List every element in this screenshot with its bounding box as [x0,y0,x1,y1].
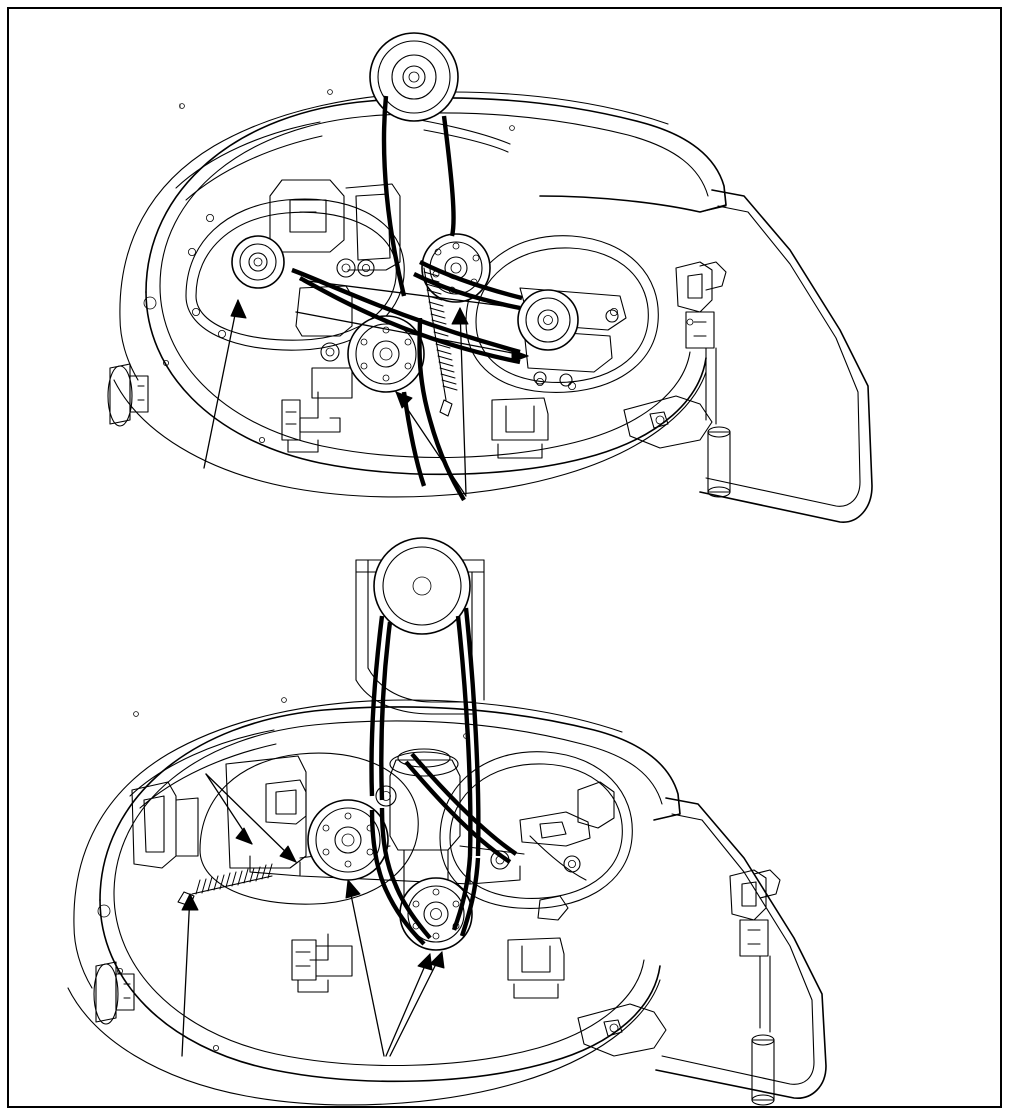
engine-drive-pulley-bottom [374,538,470,634]
idler-pulley-left-bottom [308,800,388,880]
leader-deck-callout-bottom [206,774,296,862]
deck-gauge-wheel-front-bottom [94,962,134,1024]
center-spindle-housing [250,749,614,998]
discharge-chute-bottom [578,794,826,1105]
leader-spring-bottom [182,894,198,1056]
mower-deck-shell-bottom [68,698,680,1105]
leader-lower-idler-bottom [386,954,432,1056]
leader-belt-bottom [390,952,444,1056]
